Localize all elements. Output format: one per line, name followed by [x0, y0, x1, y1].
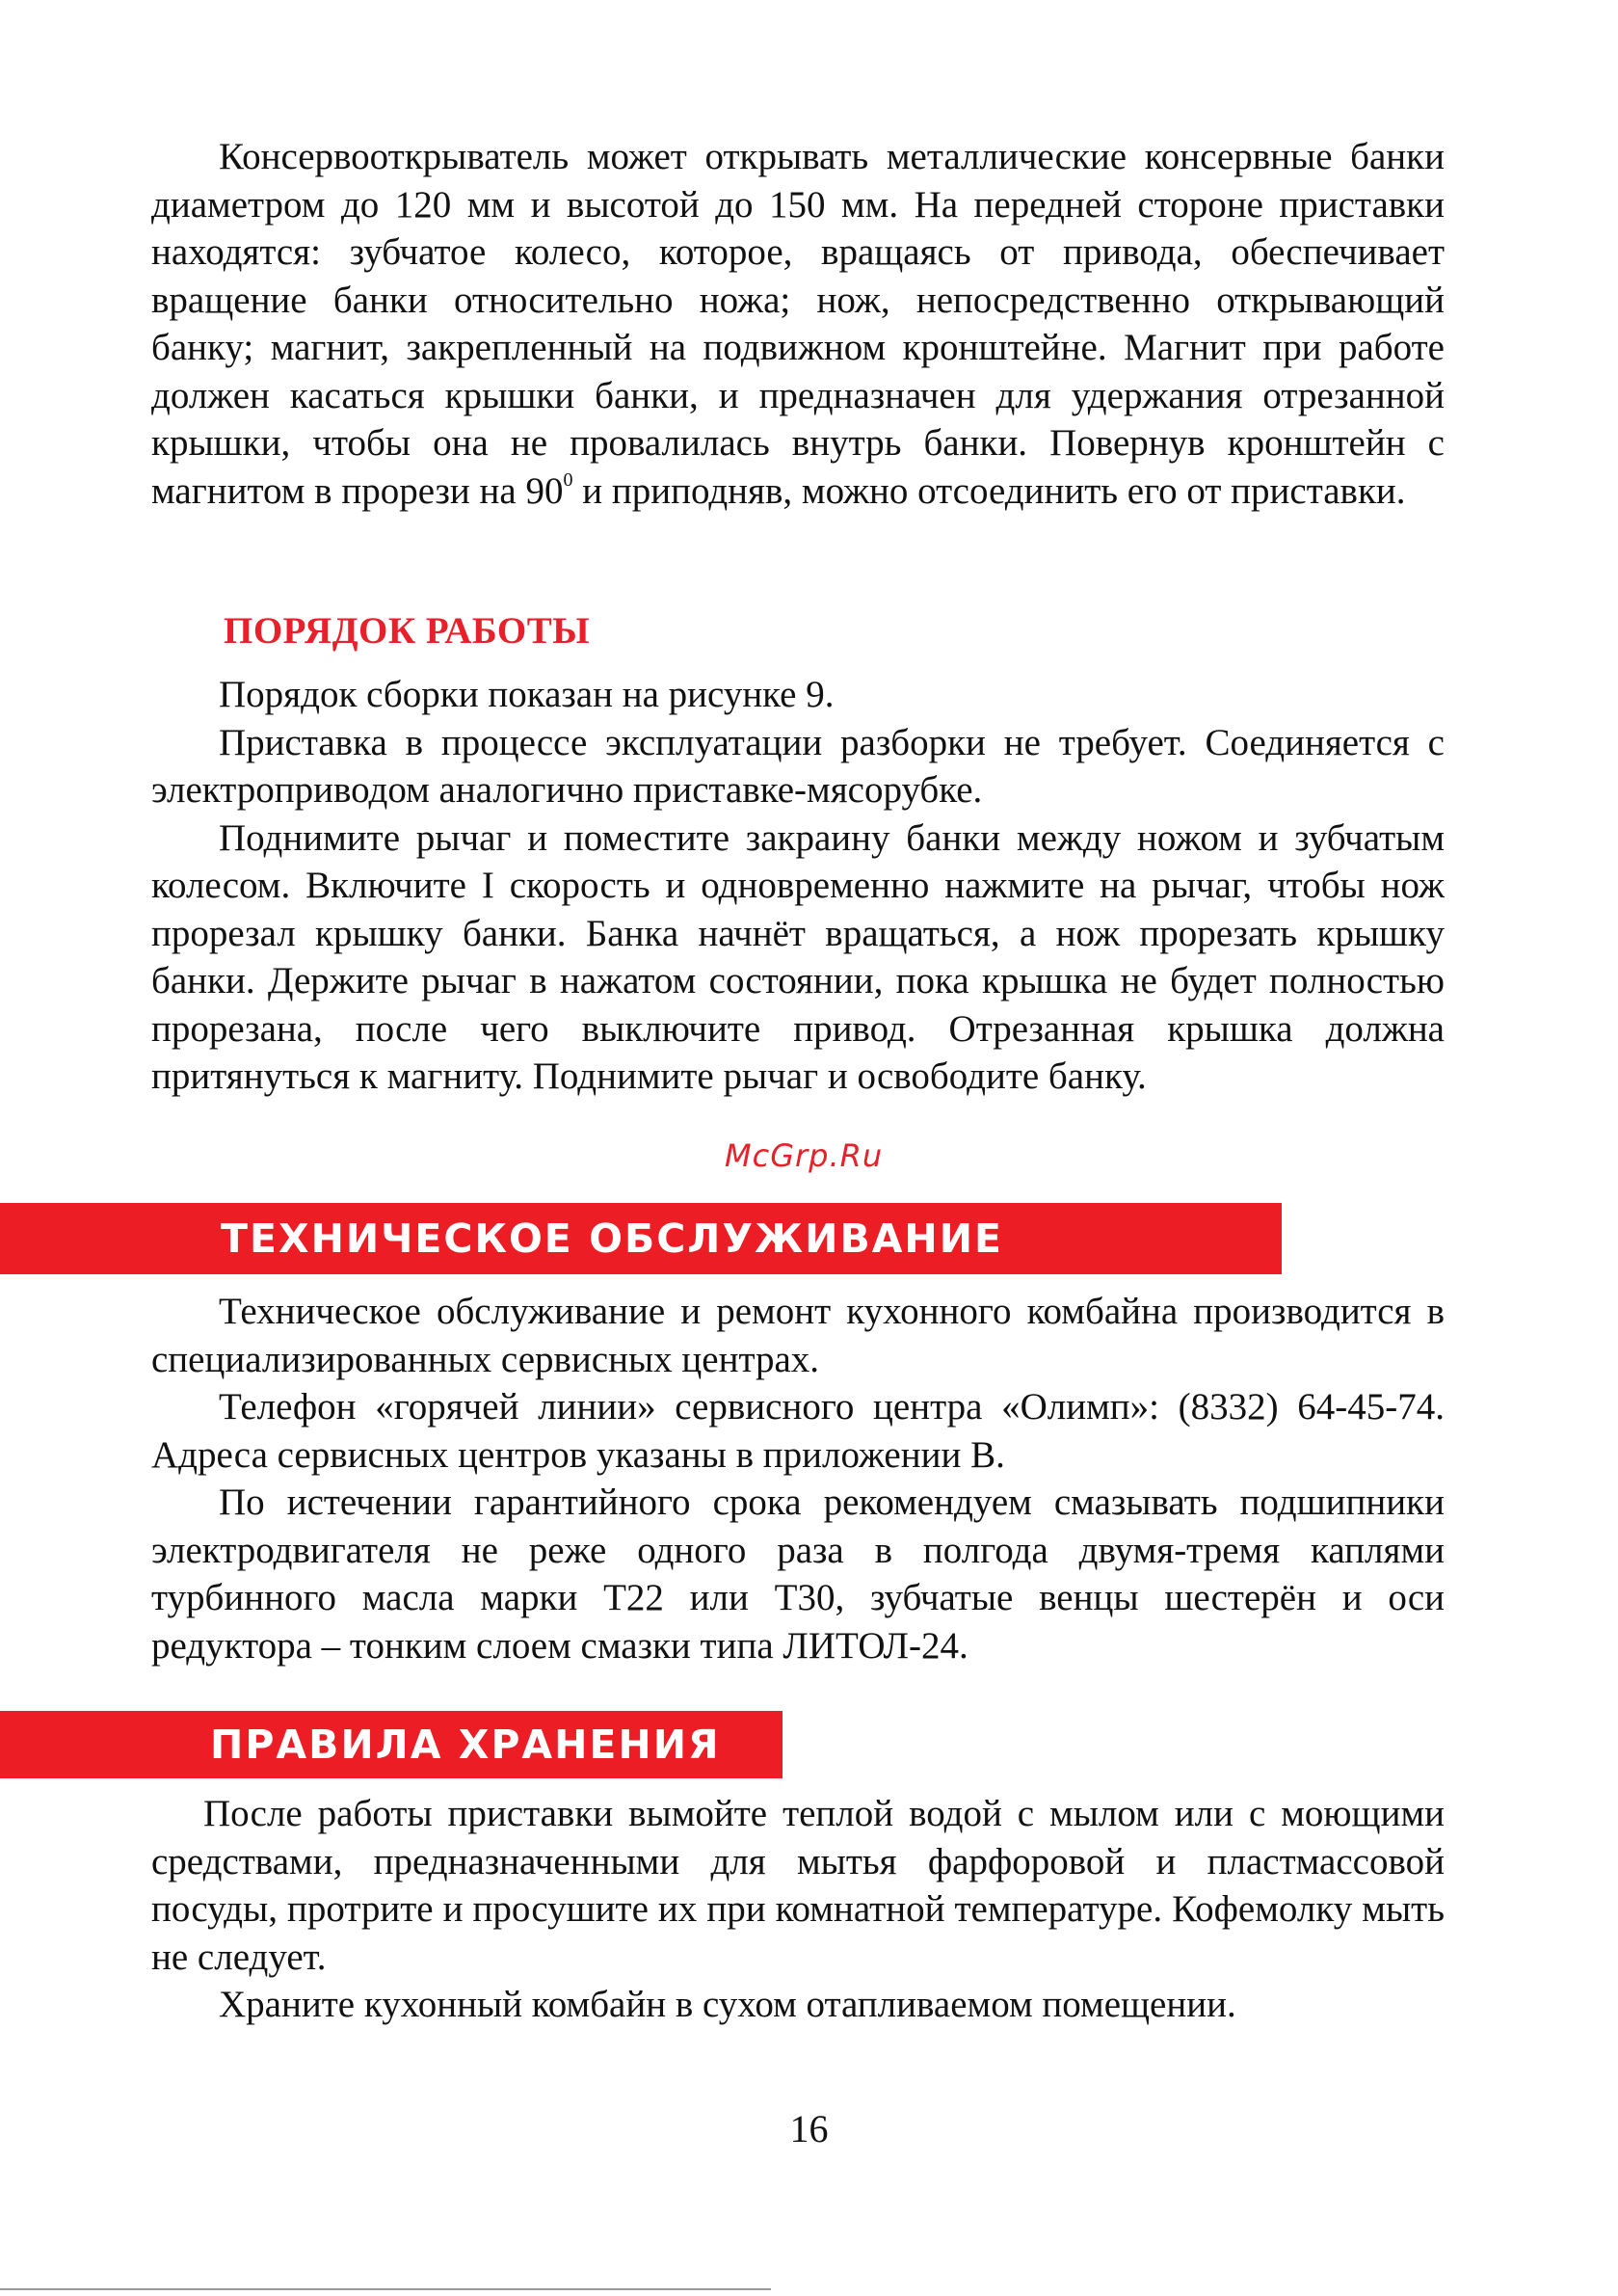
intro-paragraph — [151, 133, 1445, 515]
maintenance-section — [151, 1288, 1445, 1669]
maintenance-paragraph-1: Техническое обслуживание и ремонт кухонного комбайна производится в специализированных сервисных центрах. — [151, 1291, 1445, 1380]
storage-banner: ПРАВИЛА ХРАНЕНИЯ — [0, 1711, 782, 1778]
maintenance-paragraph-3: По истечении гарантийного срока рекомендуем смазывать подшипники электродвигателя не реже одного раза в полгода двумя-тремя каплями турбинного масла марки Т22 или Т30, зубчатые венцы шестерён и оси редуктора – тонким слоем смазки типа ЛИТОЛ-24. — [151, 1482, 1445, 1667]
storage-paragraph-1: После работы приставки вымойте теплой водой с мылом или с моющими средствами, предназначенными для мытья фарфоровой и пластмассовой посуды, протрите и просушите их при комнатной температуре. Кофемолку мыть не следует. — [151, 1793, 1445, 1978]
operation-title: ПОРЯДОК РАБОТЫ — [224, 610, 591, 652]
intro-paragraph-main: Консервооткрыватель может открывать металлические консервные банки диаметром до 120 мм и высотой до 150 мм. На передней стороне приставки находятся: зубчатое колесо, которое, вращаясь от привода, обеспечивает вращение банки относительно ножа; нож, непосредственно открывающий банку; магнит, закрепленный на подвижном кронштейне. Магнит при работе должен касаться крышки банки, и предназначен для удержания отрезанной крышки, чтобы она не провалилась внутрь банки. Повернув кронштейн с магнитом в прорези на 90 — [151, 136, 1445, 512]
storage-section — [151, 1790, 1445, 2029]
operation-paragraph-2: Приставка в процессе эксплуатации разборки не требует. Соединяется с электроприводом аналогично приставке-мясорубке. — [151, 721, 1445, 811]
degree-mark: 0 — [563, 468, 573, 491]
storage-paragraph-2: Храните кухонный комбайн в сухом отапливаемом помещении. — [219, 1984, 1236, 2025]
intro-paragraph-tail: и приподняв, можно отсоединить его от приставки. — [572, 469, 1406, 512]
intro-section — [151, 133, 1445, 515]
page-number: 16 — [789, 2107, 829, 2150]
bottom-divider — [0, 2288, 771, 2290]
operation-paragraph-3: Поднимите рычаг и поместите закраину банки между ножом и зубчатым колесом. Включите I скорость и одновременно нажмите на рычаг, чтобы нож прорезал крышку банки. Банка начнёт вращаться, а нож прорезать крышку банки. Держите рычаг в нажатом состоянии, пока крышка не будет полностью прорезана, после чего выключите привод. Отрезанная крышка должна притянуться к магниту. Поднимите рычаг и освободите банку. — [151, 816, 1445, 1097]
maintenance-paragraph-2: Телефон «горячей линии» сервисного центра «Олимп»: (8332) 64-45-74. Адреса сервисных центров указаны в приложении В. — [151, 1386, 1445, 1476]
maintenance-banner: ТЕХНИЧЕСКОЕ ОБСЛУЖИВАНИЕ — [0, 1203, 1282, 1274]
operation-section — [151, 671, 1445, 1101]
operation-paragraph-1: Порядок сборки показан на рисунке 9. — [219, 674, 835, 715]
watermark: McGrp.Ru — [725, 1137, 884, 1174]
